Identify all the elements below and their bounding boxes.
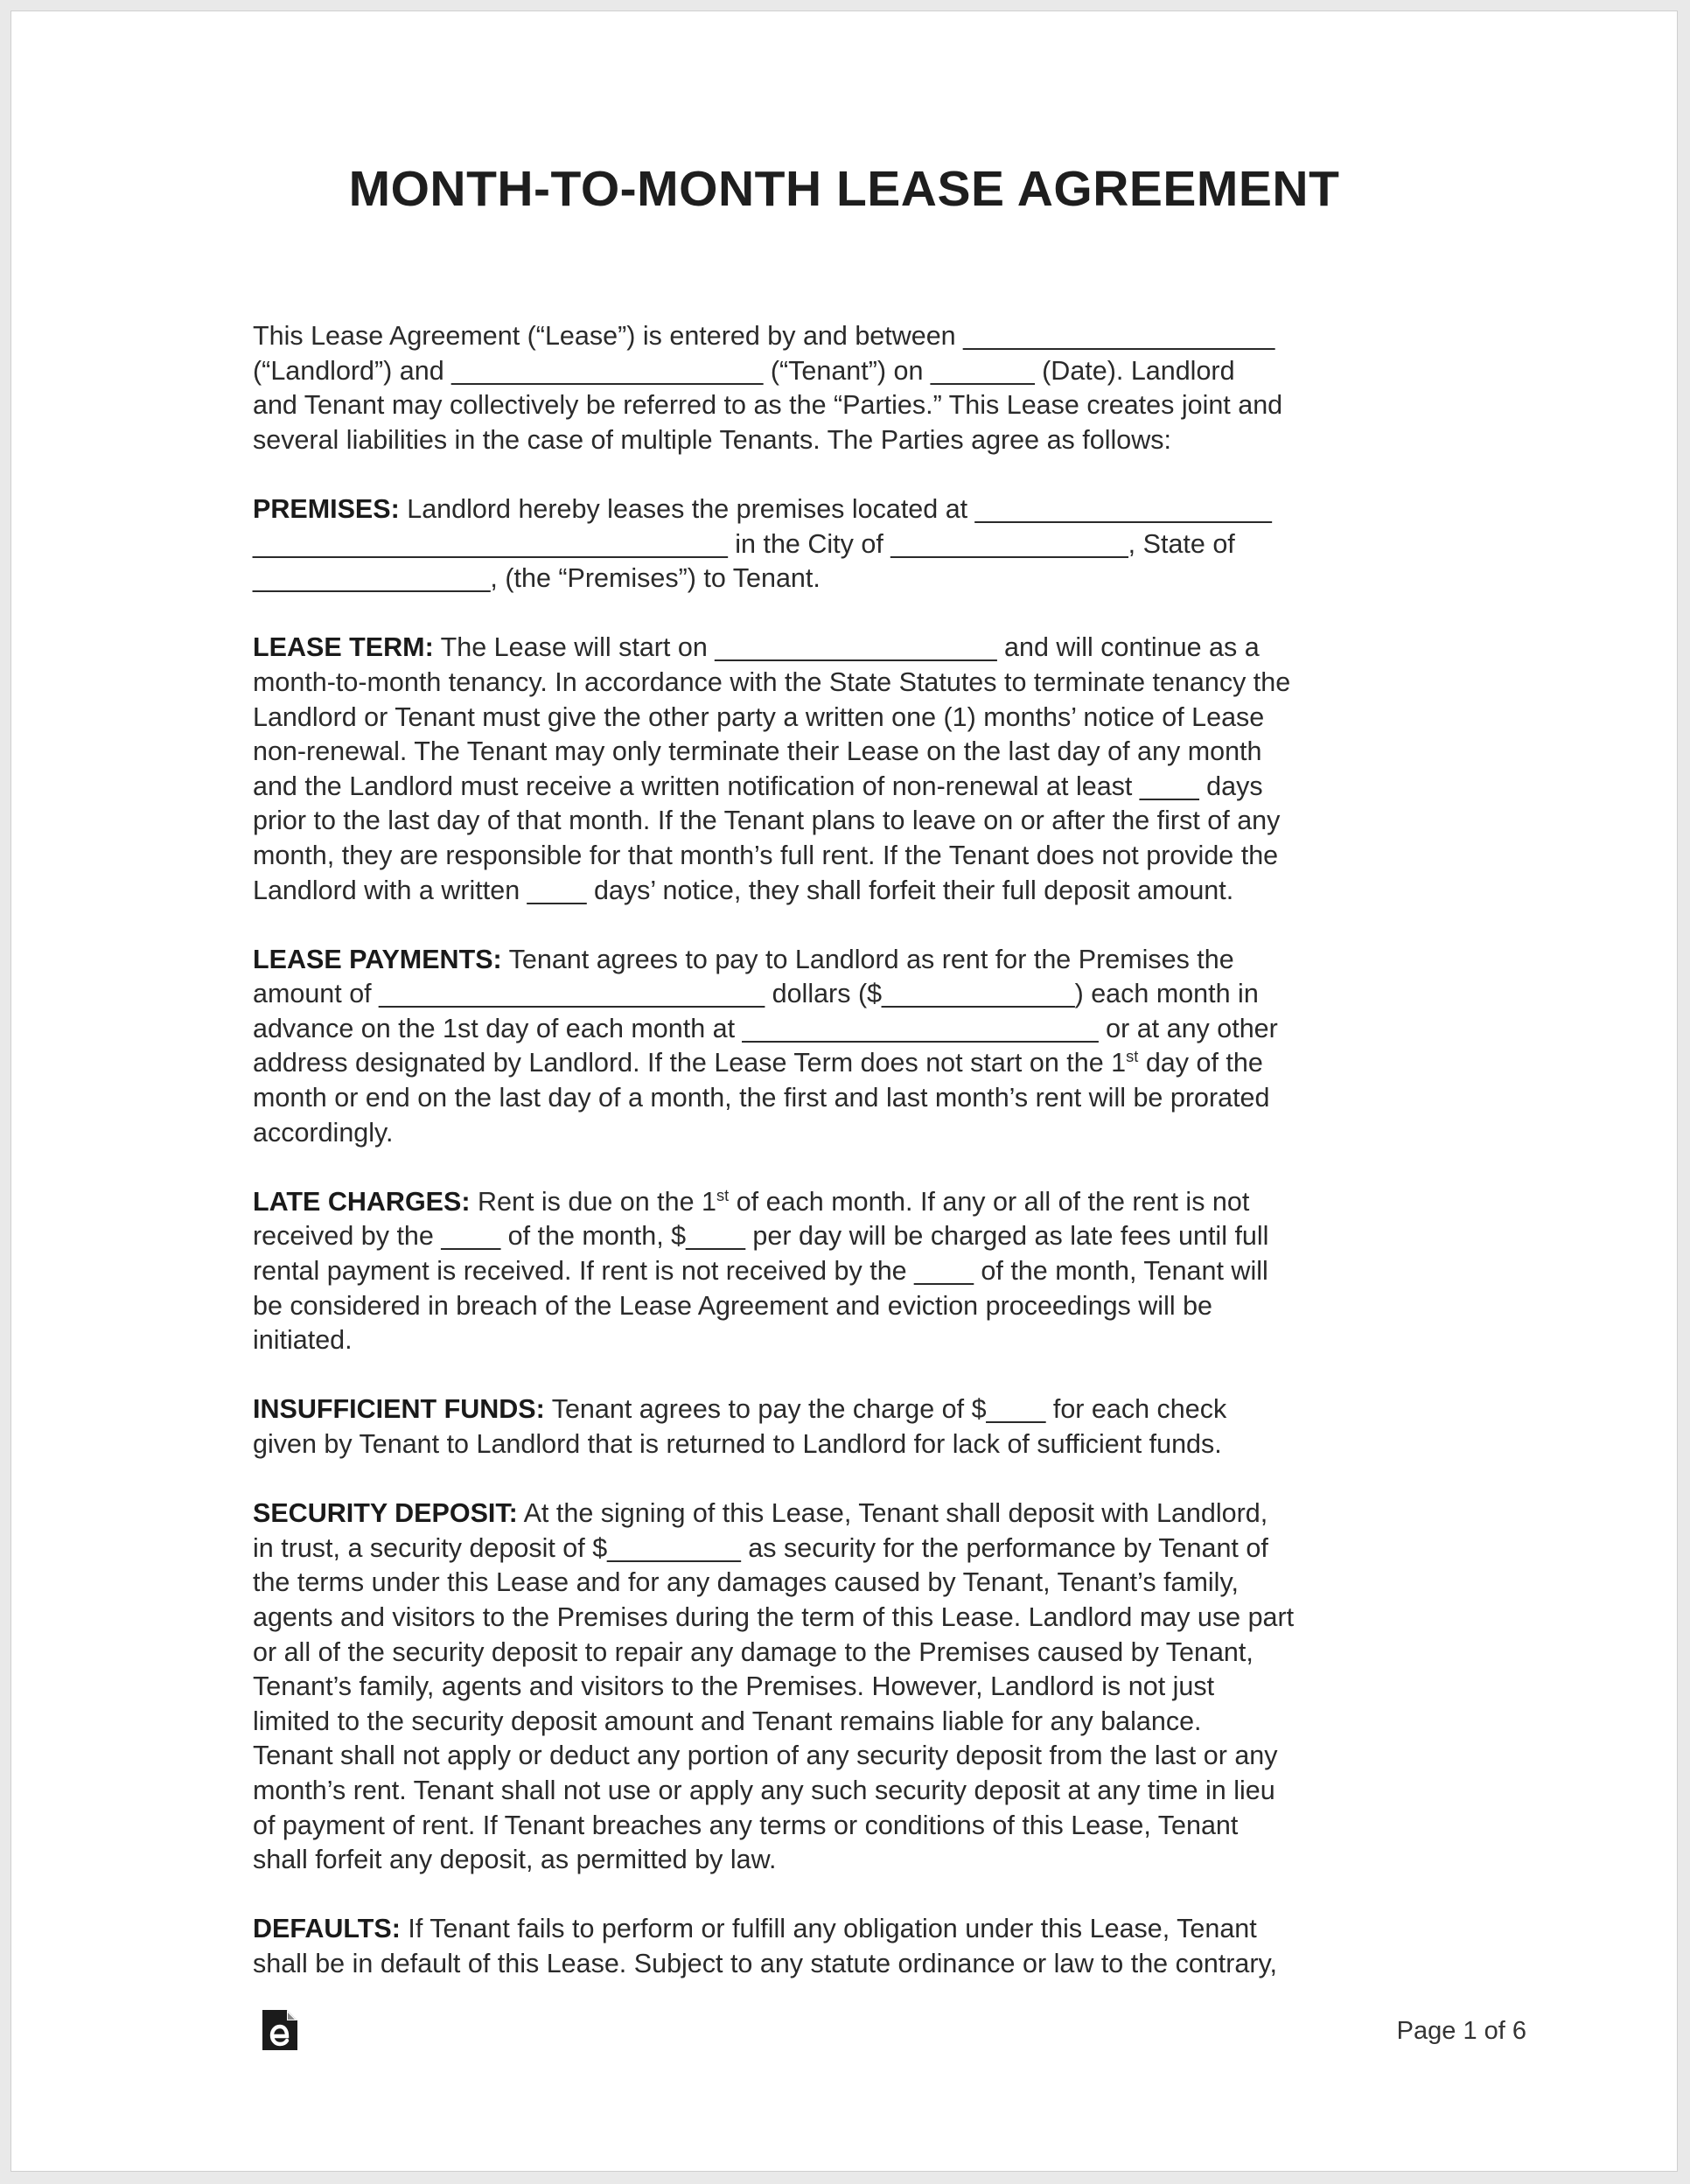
text-line: This Lease Agreement (“Lease”) is entered by and between _____________________ [253, 321, 1275, 351]
ordinal-suffix: st [716, 1185, 730, 1204]
text-line: ________________________________ in the City of ________________, State of [253, 528, 1235, 559]
text-line: Tenant agrees to pay to Landlord as rent for the Premises the [501, 944, 1234, 974]
text-segment: Rent is due on the 1 [470, 1186, 716, 1217]
text-line: The Lease will start on ___________________ and will continue as a [433, 632, 1260, 663]
text-line: prior to the last day of that month. If the Tenant plans to leave on or after the first of any [253, 806, 1281, 836]
text-line: and the Landlord must receive a written notification of non-renewal at least ____ days [253, 771, 1263, 801]
text-line: month or end on the last day of a month, the first and last month’s rent will be prorated [253, 1083, 1270, 1113]
text-line: amount of __________________________ dollars ($_____________) each month in [253, 979, 1259, 1009]
text-line: be considered in breach of the Lease Agreement and eviction proceedings will be [253, 1290, 1213, 1321]
text-line: If Tenant fails to perform or fulfill any obligation under this Lease, Tenant [400, 1914, 1257, 1944]
section-label: DEFAULTS: [253, 1914, 401, 1944]
paragraph [253, 1912, 1495, 1981]
text-line: Landlord with a written ____ days’ notice, they shall forfeit their full deposit amount. [253, 875, 1234, 905]
paragraph [253, 1497, 1495, 1878]
document-page [10, 10, 1678, 2172]
text-line: Tenant shall not apply or deduct any portion of any security deposit from the last or any [253, 1741, 1278, 1771]
text-line: agents and visitors to the Premises during the term of this Lease. Landlord may use part [253, 1601, 1295, 1632]
section-label: SECURITY DEPOSIT: [253, 1498, 518, 1529]
text-line: month-to-month tenancy. In accordance with the State Statutes to terminate tenancy the [253, 666, 1291, 697]
text-line: received by the ____ of the month, $____ per day will be charged as late fees until full [253, 1221, 1269, 1252]
text-line: Tenant’s family, agents and visitors to the Premises. However, Landlord is not just [253, 1671, 1215, 1702]
text-segment: address designated by Landlord. If the Lease Term does not start on the 1 [253, 1048, 1127, 1078]
text-line: ________________, (the “Premises”) to Tenant. [253, 563, 821, 594]
section-label: LEASE TERM: [253, 632, 434, 663]
text-line: month, they are responsible for that month’s full rent. If the Tenant does not provide the [253, 840, 1279, 870]
page-number: Page 1 of 6 [1396, 2017, 1526, 2045]
text-line: limited to the security deposit amount and Tenant remains liable for any balance. [253, 1706, 1202, 1736]
text-line: accordingly. [253, 1117, 394, 1148]
text-line: Landlord or Tenant must give the other party a written one (1) months’ notice of Lease [253, 701, 1265, 732]
paragraph [253, 943, 1495, 1151]
text-line: Tenant agrees to pay the charge of $____ for each check [544, 1394, 1227, 1425]
ordinal-suffix: st [1126, 1047, 1139, 1066]
text-line [471, 1187, 1250, 1217]
text-segment: of each month. If any or all of the rent is not [729, 1186, 1250, 1217]
text-line: month’s rent. Tenant shall not use or apply any such security deposit at any time in lieu [253, 1775, 1275, 1805]
paragraph [253, 1392, 1495, 1462]
text-line: several liabilities in the case of multiple Tenants. The Parties agree as follows: [253, 424, 1171, 455]
text-line: (“Landlord”) and _____________________ (“Tenant”) on _______ (Date). Landlord [253, 355, 1235, 386]
section-label: LEASE PAYMENTS: [253, 944, 502, 974]
text-line: in trust, a security deposit of $_________ as security for the performance by Tenant of [253, 1532, 1268, 1563]
text-line: Landlord hereby leases the premises located at ____________________ [399, 493, 1272, 524]
text-line: shall forfeit any deposit, as permitted by law. [253, 1845, 777, 1875]
paragraph [253, 631, 1495, 908]
text-line: non-renewal. The Tenant may only terminate their Lease on the last day of any month [253, 736, 1262, 767]
eforms-document-logo-icon [261, 2008, 299, 2052]
paragraph [253, 319, 1495, 457]
text-line: shall be in default of this Lease. Subject to any statute ordinance or law to the contrary, [253, 1948, 1277, 1978]
text-line: the terms under this Lease and for any damages caused by Tenant, Tenant’s family, [253, 1567, 1239, 1598]
text-line: and Tenant may collectively be referred to as the “Parties.” This Lease creates joint and [253, 390, 1283, 421]
text-line [253, 1048, 1263, 1078]
section-label: LATE CHARGES: [253, 1186, 471, 1217]
text-line: or all of the security deposit to repair any damage to the Premises caused by Tenant, [253, 1636, 1254, 1667]
paragraph [253, 1185, 1495, 1358]
section-label: PREMISES: [253, 493, 400, 524]
text-line: given by Tenant to Landlord that is returned to Landlord for lack of sufficient funds. [253, 1429, 1222, 1459]
text-line: initiated. [253, 1325, 353, 1356]
document-body [253, 319, 1495, 1982]
text-segment: day of the [1138, 1048, 1263, 1078]
text-line: rental payment is received. If rent is not received by the ____ of the month, Tenant will [253, 1256, 1268, 1287]
text-line: advance on the 1st day of each month at ________________________ or at any other [253, 1013, 1278, 1043]
text-line: At the signing of this Lease, Tenant shall deposit with Landlord, [517, 1498, 1268, 1529]
text-line: of payment of rent. If Tenant breaches any terms or conditions of this Lease, Tenant [253, 1810, 1239, 1840]
document-title: MONTH-TO-MONTH LEASE AGREEMENT [348, 161, 1340, 217]
paragraph [253, 492, 1495, 597]
section-label: INSUFFICIENT FUNDS: [253, 1394, 545, 1425]
